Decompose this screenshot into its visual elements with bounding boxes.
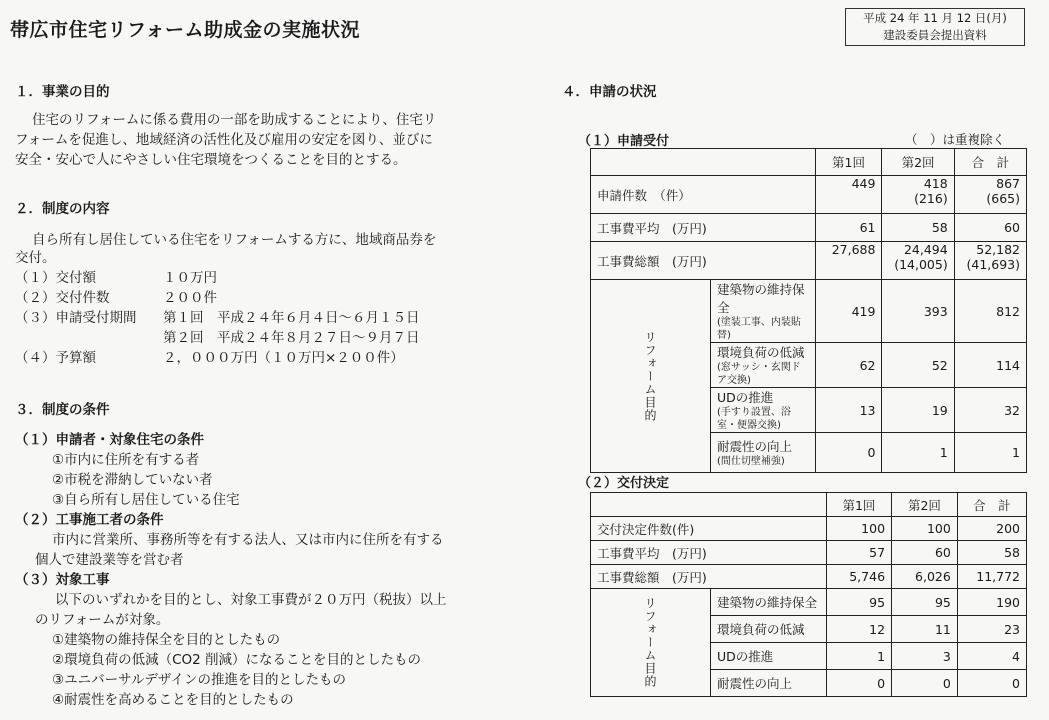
s3-line-2: ①市内に住所を有する者 <box>52 452 200 468</box>
s3-line-6: 市内に営業所、事務所等を有する法人、又は市内に住所を有する <box>52 532 444 548</box>
s2-line-2: 交付。 <box>15 250 56 266</box>
table-row: 環境負荷の低減 (窓サッシ・玄関ドア交換) 62 52 114 <box>591 343 1027 388</box>
doc-type-text: 建設委員会提出資料 <box>883 28 987 42</box>
s3-line-9: 以下のいずれかを目的とし、対象工事費が２０万円（税抜）以上 <box>55 592 447 608</box>
table-row: リフォーム目的 建築物の維持保全 (塗装工事、内装貼替) 419 393 812 <box>591 280 1027 343</box>
s2-item-4: （４）予算額 ２，０００万円（１０万円×２００件） <box>15 350 404 366</box>
s1-line-1: 住宅のリフォームに係る費用の一部を助成することにより、住宅リ <box>32 112 437 128</box>
s3-line-1: （１）申請者・対象住宅の条件 <box>15 432 204 448</box>
s3-line-5: （２）工事施工者の条件 <box>15 512 164 528</box>
page-title: 帯広市住宅リフォーム助成金の実施状況 <box>10 19 361 41</box>
s3-line-7: 個人で建設業等を営む者 <box>35 552 184 568</box>
table-row: 環境負荷の低減 12 11 23 <box>591 616 1027 643</box>
col-header-3: 合 計 <box>954 149 1026 176</box>
s3-line-13: ③ユニバーサルデザインの推進を目的としたもの <box>52 672 346 688</box>
s2-item-3b: 第２回 平成２４年８月２７日～９月７日 <box>163 330 420 346</box>
table2-title: （２）交付決定 <box>578 476 670 491</box>
section-1-title: １．事業の目的 <box>15 84 110 100</box>
table-row: 工事費平均 (万円) 57 60 58 <box>591 541 1027 565</box>
section-2-title: ２．制度の内容 <box>15 201 110 217</box>
table-row: UDの推進 (手すり設置、浴室・便器交換) 13 19 32 <box>591 388 1027 433</box>
table-row: 申請件数 （件） 449 418 (216) 867 (665) <box>591 176 1027 214</box>
vertical-label: リフォーム目的 <box>591 280 711 473</box>
table-application <box>590 148 1027 473</box>
table-row: 耐震性の向上 (間仕切壁補強) 0 1 1 <box>591 433 1027 473</box>
table-row: 第1回 第2回 合 計 <box>591 493 1027 517</box>
section-3-title: ３．制度の条件 <box>15 402 110 418</box>
col-header-1: 第1回 <box>815 149 882 176</box>
s1-line-3: 安全・安心で人にやさしい住宅環境をつくることを目的とする。 <box>15 152 407 168</box>
s3-line-3: ②市税を滞納していない者 <box>52 472 213 488</box>
s3-line-14: ④耐震性を高めることを目的としたもの <box>52 692 294 708</box>
table-row <box>591 149 1027 176</box>
s3-line-8: （３）対象工事 <box>15 572 110 588</box>
s2-item-1: （１）交付額 １０万円 <box>15 270 217 286</box>
s3-line-12: ②環境負荷の低減（CO2 削減）になることを目的としたもの <box>52 652 422 668</box>
table-row: 工事費平均 (万円) 61 58 60 <box>591 214 1027 242</box>
s1-line-2: フォームを促進し、地域経済の活性化及び雇用の安定を図り、並びに <box>15 132 433 148</box>
table-decision <box>590 492 1027 697</box>
vertical-label: リフォーム目的 <box>591 589 711 697</box>
col-header-2: 第2回 <box>882 149 954 176</box>
s2-item-2: （２）交付件数 ２００件 <box>15 290 217 306</box>
table-row: UDの推進 1 3 4 <box>591 643 1027 670</box>
s2-item-3: （３）申請受付期間 第１回 平成２４年６月４日～６月１５日 <box>15 310 420 326</box>
s2-line-1: 自ら所有し居住している住宅をリフォームする方に、地域商品券を <box>32 232 437 248</box>
table1-note: （ ）は重複除く <box>905 132 1006 147</box>
date-box <box>845 8 1025 46</box>
s3-line-11: ①建築物の維持保全を目的としたもの <box>52 632 281 648</box>
table1-title: （１）申請受付 <box>578 134 670 149</box>
s3-line-10: のリフォームが対象。 <box>35 612 170 628</box>
section-4-title: ４．申請の状況 <box>562 84 657 100</box>
table-row: 工事費総額 (万円) 27,688 24,494 (14,005) 52,182 (41,693) <box>591 242 1027 280</box>
table-row: 交付決定件数(件) 100 100 200 <box>591 517 1027 541</box>
table-row: 耐震性の向上 0 0 0 <box>591 670 1027 697</box>
table-row: リフォーム目的 建築物の維持保全 95 95 190 <box>591 589 1027 616</box>
table-row: 工事費総額 (万円) 5,746 6,026 11,772 <box>591 565 1027 589</box>
date-text: 平成 24 年 11 月 12 日(月) <box>863 11 1007 25</box>
s3-line-4: ③自ら所有し居住している住宅 <box>52 492 240 508</box>
